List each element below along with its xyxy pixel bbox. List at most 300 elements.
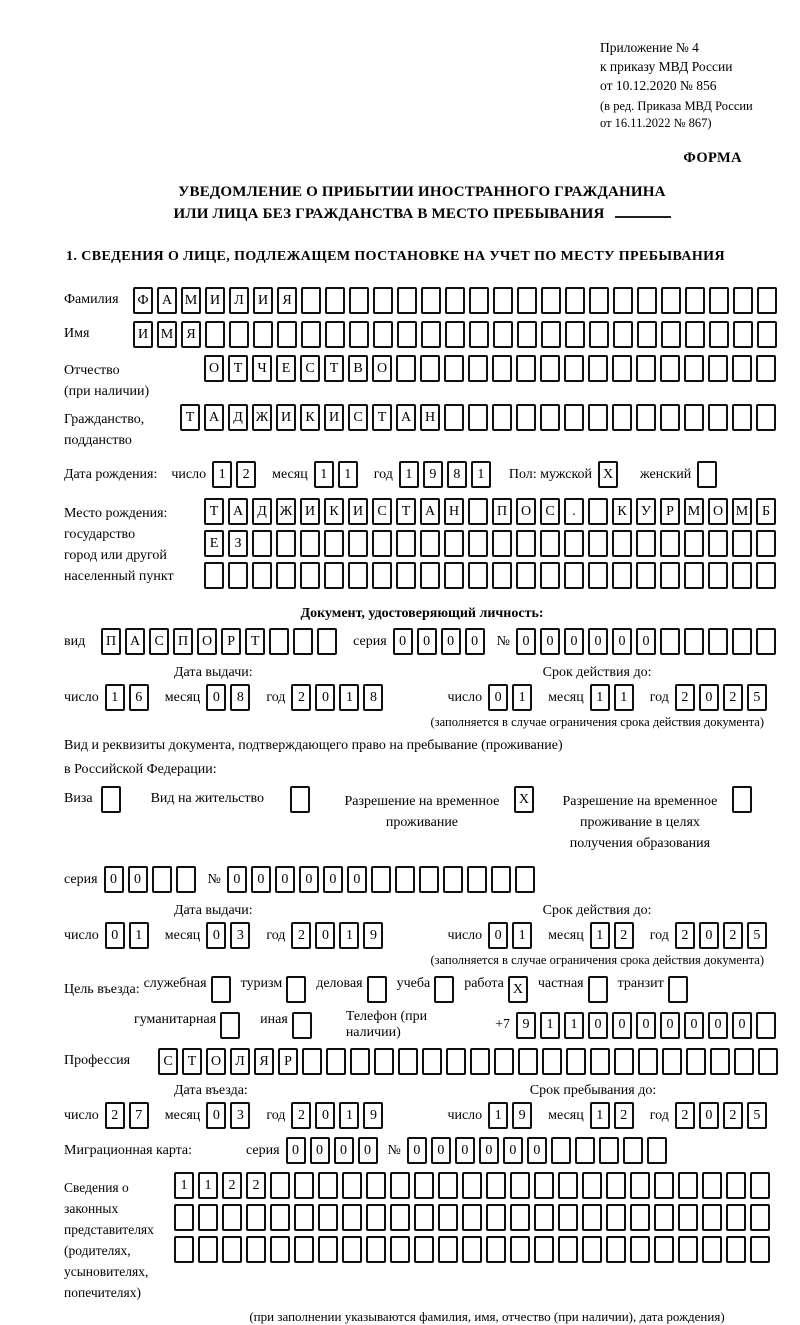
form-cell[interactable] [318,1236,338,1263]
form-cell[interactable] [702,1236,722,1263]
form-cell[interactable] [371,866,391,893]
form-cell[interactable] [678,1236,698,1263]
form-cell-filled[interactable]: М [732,498,752,525]
form-cell-filled[interactable]: Д [252,498,272,525]
form-cell[interactable] [445,321,465,348]
form-cell-filled[interactable]: Р [278,1048,298,1075]
form-cell[interactable] [493,321,513,348]
form-cell[interactable] [685,287,705,314]
form-cell-filled[interactable]: Ф [133,287,153,314]
form-cell-filled[interactable]: Ж [276,498,296,525]
form-cell[interactable] [205,321,225,348]
form-cell[interactable] [276,530,296,557]
form-cell[interactable] [294,1236,314,1263]
form-cell-filled[interactable]: 0 [206,1102,226,1129]
form-cell[interactable] [684,628,704,655]
form-cell[interactable] [222,1204,242,1231]
form-cell-filled[interactable]: 0 [516,628,536,655]
form-cell-filled[interactable]: К [324,498,344,525]
form-cell-filled[interactable]: Т [180,404,200,431]
form-cell[interactable] [470,1048,490,1075]
form-cell-filled[interactable]: 2 [614,922,634,949]
form-cell[interactable] [702,1204,722,1231]
form-cell-filled[interactable]: С [300,355,320,382]
form-cell[interactable] [756,530,776,557]
form-cell-filled[interactable]: Т [182,1048,202,1075]
form-cell-filled[interactable]: Е [276,355,296,382]
form-cell-filled[interactable]: Я [254,1048,274,1075]
form-cell[interactable] [292,1012,312,1039]
form-cell[interactable] [222,1236,242,1263]
form-cell[interactable] [396,355,416,382]
form-cell[interactable] [486,1236,506,1263]
form-cell[interactable] [444,530,464,557]
form-cell[interactable] [758,1048,778,1075]
form-cell-filled[interactable]: 0 [540,628,560,655]
form-cell[interactable] [198,1236,218,1263]
form-cell[interactable] [708,562,728,589]
form-cell[interactable] [734,1048,754,1075]
form-cell[interactable] [660,355,680,382]
form-cell[interactable] [708,404,728,431]
form-cell[interactable] [630,1204,650,1231]
form-cell-filled[interactable]: А [420,498,440,525]
form-cell[interactable] [732,562,752,589]
form-cell[interactable] [710,1048,730,1075]
form-cell[interactable] [270,1204,290,1231]
form-cell-filled[interactable]: И [324,404,344,431]
form-cell[interactable] [534,1172,554,1199]
form-cell[interactable] [606,1172,626,1199]
form-cell[interactable] [515,866,535,893]
form-cell[interactable] [469,287,489,314]
form-cell[interactable] [564,355,584,382]
form-cell[interactable] [589,321,609,348]
form-cell-filled[interactable]: О [197,628,217,655]
form-cell-filled[interactable]: 0 [347,866,367,893]
form-cell[interactable] [211,976,231,1003]
form-cell[interactable] [325,321,345,348]
form-cell[interactable] [558,1172,578,1199]
form-cell[interactable] [228,562,248,589]
form-cell-filled[interactable]: X [508,976,528,1003]
form-cell[interactable] [516,355,536,382]
form-cell[interactable] [491,866,511,893]
form-cell[interactable] [684,562,704,589]
form-cell[interactable] [636,404,656,431]
form-cell[interactable] [486,1204,506,1231]
form-cell[interactable] [599,1137,619,1164]
form-cell[interactable] [660,562,680,589]
form-cell-filled[interactable]: 8 [447,461,467,488]
form-cell-filled[interactable]: Б [756,498,776,525]
form-cell-filled[interactable]: С [149,628,169,655]
form-cell-filled[interactable]: 5 [747,1102,767,1129]
form-cell[interactable] [468,355,488,382]
form-cell-filled[interactable]: 0 [684,1012,704,1039]
form-cell[interactable] [636,530,656,557]
form-cell[interactable] [630,1236,650,1263]
form-cell-filled[interactable]: А [204,404,224,431]
form-cell-filled[interactable]: 0 [286,1137,306,1164]
form-cell-filled[interactable]: М [157,321,177,348]
form-cell[interactable] [726,1204,746,1231]
form-cell-filled[interactable]: 0 [310,1137,330,1164]
form-cell[interactable] [612,562,632,589]
form-cell[interactable] [492,530,512,557]
form-cell-filled[interactable]: 0 [503,1137,523,1164]
form-cell[interactable] [613,321,633,348]
form-cell[interactable] [582,1204,602,1231]
form-cell[interactable] [398,1048,418,1075]
form-cell-filled[interactable]: 0 [251,866,271,893]
form-cell-filled[interactable]: 2 [222,1172,242,1199]
form-cell-filled[interactable]: 1 [339,1102,359,1129]
form-cell-filled[interactable]: 1 [471,461,491,488]
form-cell[interactable] [518,1048,538,1075]
form-cell[interactable] [588,404,608,431]
form-cell-filled[interactable]: 9 [512,1102,532,1129]
form-cell-filled[interactable]: М [181,287,201,314]
form-cell[interactable] [654,1236,674,1263]
form-cell[interactable] [565,287,585,314]
form-cell[interactable] [174,1236,194,1263]
form-cell-filled[interactable]: 1 [512,684,532,711]
form-cell[interactable] [588,355,608,382]
form-cell[interactable] [708,530,728,557]
form-cell-filled[interactable]: 0 [699,922,719,949]
form-cell-filled[interactable]: Л [230,1048,250,1075]
form-cell-filled[interactable]: 0 [104,866,124,893]
form-cell[interactable] [588,562,608,589]
form-cell[interactable] [374,1048,394,1075]
form-cell[interactable] [198,1204,218,1231]
form-cell[interactable] [174,1204,194,1231]
form-cell[interactable] [590,1048,610,1075]
form-cell-filled[interactable]: С [348,404,368,431]
form-cell-filled[interactable]: 9 [363,922,383,949]
form-cell[interactable] [756,628,776,655]
form-cell-filled[interactable]: 6 [129,684,149,711]
form-cell-filled[interactable]: А [228,498,248,525]
form-cell[interactable] [372,562,392,589]
form-cell-filled[interactable]: 0 [612,628,632,655]
form-cell[interactable] [419,866,439,893]
form-cell[interactable] [342,1204,362,1231]
form-cell-filled[interactable]: 0 [636,628,656,655]
form-cell-filled[interactable]: Т [228,355,248,382]
form-cell-filled[interactable]: 1 [540,1012,560,1039]
form-cell-filled[interactable]: 7 [129,1102,149,1129]
form-cell[interactable] [685,321,705,348]
form-cell[interactable] [654,1172,674,1199]
form-cell-filled[interactable]: 0 [708,1012,728,1039]
form-cell-filled[interactable]: 2 [723,1102,743,1129]
form-cell-filled[interactable]: 2 [675,922,695,949]
form-cell[interactable] [516,562,536,589]
form-cell[interactable] [286,976,306,1003]
form-cell[interactable] [660,628,680,655]
form-cell[interactable] [300,530,320,557]
form-cell-filled[interactable]: 2 [236,461,256,488]
form-cell-filled[interactable]: Т [396,498,416,525]
form-cell[interactable] [606,1204,626,1231]
form-cell[interactable] [647,1137,667,1164]
form-cell-filled[interactable]: П [173,628,193,655]
form-cell-filled[interactable]: 0 [315,684,335,711]
form-cell[interactable] [492,404,512,431]
form-cell[interactable] [660,530,680,557]
form-cell[interactable] [397,321,417,348]
form-cell-filled[interactable]: Л [229,287,249,314]
form-cell-filled[interactable]: 0 [636,1012,656,1039]
form-cell-filled[interactable]: 1 [314,461,334,488]
form-cell[interactable] [318,1204,338,1231]
form-cell-filled[interactable]: 1 [129,922,149,949]
form-cell[interactable] [510,1236,530,1263]
form-cell[interactable] [517,287,537,314]
form-cell-filled[interactable]: А [125,628,145,655]
form-cell[interactable] [588,498,608,525]
form-cell[interactable] [575,1137,595,1164]
form-cell[interactable] [414,1172,434,1199]
form-cell-filled[interactable]: А [396,404,416,431]
form-cell-filled[interactable]: З [228,530,248,557]
form-cell[interactable] [668,976,688,1003]
form-cell-filled[interactable]: 0 [275,866,295,893]
form-cell-filled[interactable]: X [514,786,534,813]
form-cell[interactable] [446,1048,466,1075]
form-cell-filled[interactable]: . [564,498,584,525]
form-cell-filled[interactable]: Р [221,628,241,655]
form-cell[interactable] [444,404,464,431]
form-cell[interactable] [492,562,512,589]
form-cell-filled[interactable]: И [276,404,296,431]
form-cell[interactable] [438,1236,458,1263]
form-cell[interactable] [510,1204,530,1231]
form-cell-filled[interactable]: 2 [246,1172,266,1199]
form-cell-filled[interactable]: 0 [564,628,584,655]
form-cell[interactable] [678,1204,698,1231]
form-cell[interactable] [516,530,536,557]
form-cell[interactable] [438,1204,458,1231]
form-cell[interactable] [756,562,776,589]
form-cell[interactable] [152,866,172,893]
form-cell[interactable] [540,404,560,431]
form-cell[interactable] [582,1172,602,1199]
form-cell[interactable] [326,1048,346,1075]
form-cell-filled[interactable]: 1 [339,922,359,949]
form-cell[interactable] [732,786,752,813]
form-cell[interactable] [678,1172,698,1199]
form-cell[interactable] [612,404,632,431]
form-cell-filled[interactable]: 2 [291,684,311,711]
form-cell[interactable] [294,1172,314,1199]
form-cell-filled[interactable]: Р [660,498,680,525]
form-cell[interactable] [395,866,415,893]
form-cell[interactable] [564,562,584,589]
form-cell-filled[interactable]: И [253,287,273,314]
form-cell-filled[interactable]: П [101,628,121,655]
form-cell-filled[interactable]: 2 [723,684,743,711]
form-cell[interactable] [654,1204,674,1231]
form-cell[interactable] [588,530,608,557]
form-cell[interactable] [540,562,560,589]
form-cell[interactable] [623,1137,643,1164]
form-cell[interactable] [613,287,633,314]
form-cell[interactable] [300,562,320,589]
form-cell[interactable] [348,530,368,557]
form-cell-filled[interactable]: 1 [488,1102,508,1129]
form-cell[interactable] [486,1172,506,1199]
form-cell[interactable] [469,321,489,348]
form-cell[interactable] [733,321,753,348]
form-cell-filled[interactable]: 0 [358,1137,378,1164]
form-cell-filled[interactable]: 0 [488,922,508,949]
form-cell-filled[interactable]: О [516,498,536,525]
form-cell[interactable] [726,1172,746,1199]
form-cell[interactable] [438,1172,458,1199]
form-cell[interactable] [612,355,632,382]
form-cell[interactable] [220,1012,240,1039]
form-cell-filled[interactable]: И [300,498,320,525]
form-cell-filled[interactable]: 0 [128,866,148,893]
form-cell-filled[interactable]: 0 [206,684,226,711]
form-cell[interactable] [541,287,561,314]
form-cell-filled[interactable]: 2 [291,922,311,949]
form-cell[interactable] [750,1236,770,1263]
form-cell-filled[interactable]: 1 [174,1172,194,1199]
form-cell-filled[interactable]: 1 [590,684,610,711]
form-cell[interactable] [750,1204,770,1231]
form-cell[interactable] [252,530,272,557]
form-cell-filled[interactable]: 1 [399,461,419,488]
form-cell[interactable] [373,321,393,348]
form-cell-filled[interactable]: 0 [315,1102,335,1129]
form-cell[interactable] [290,786,310,813]
form-cell[interactable] [468,562,488,589]
form-cell[interactable] [733,287,753,314]
form-cell-filled[interactable]: Т [245,628,265,655]
form-cell[interactable] [468,530,488,557]
form-cell-filled[interactable]: О [206,1048,226,1075]
form-cell-filled[interactable]: 0 [612,1012,632,1039]
form-cell[interactable] [684,355,704,382]
form-cell[interactable] [301,321,321,348]
form-cell[interactable] [558,1236,578,1263]
form-cell[interactable] [229,321,249,348]
form-cell[interactable] [349,321,369,348]
form-cell-filled[interactable]: Е [204,530,224,557]
form-cell[interactable] [252,562,272,589]
form-cell-filled[interactable]: 0 [441,628,461,655]
form-cell[interactable] [732,628,752,655]
form-cell[interactable] [708,355,728,382]
form-cell[interactable] [101,786,121,813]
form-cell[interactable] [246,1204,266,1231]
form-cell-filled[interactable]: Ч [252,355,272,382]
form-cell-filled[interactable]: 0 [323,866,343,893]
form-cell-filled[interactable]: Я [277,287,297,314]
form-cell-filled[interactable]: 0 [206,922,226,949]
form-cell[interactable] [421,321,441,348]
form-cell-filled[interactable]: 8 [363,684,383,711]
form-cell[interactable] [534,1236,554,1263]
form-cell[interactable] [756,404,776,431]
form-cell[interactable] [366,1204,386,1231]
form-cell-filled[interactable]: 9 [516,1012,536,1039]
form-cell[interactable] [697,461,717,488]
form-cell-filled[interactable]: 8 [230,684,250,711]
form-cell[interactable] [301,287,321,314]
form-cell[interactable] [421,287,441,314]
form-cell[interactable] [709,321,729,348]
form-cell[interactable] [732,530,752,557]
form-cell[interactable] [443,866,463,893]
form-cell[interactable] [662,1048,682,1075]
form-cell-filled[interactable]: А [157,287,177,314]
form-cell[interactable] [324,562,344,589]
form-cell-filled[interactable]: П [492,498,512,525]
form-cell-filled[interactable]: Т [324,355,344,382]
form-cell[interactable] [348,562,368,589]
form-cell-filled[interactable]: 0 [334,1137,354,1164]
form-cell[interactable] [342,1172,362,1199]
form-cell-filled[interactable]: Н [420,404,440,431]
form-cell-filled[interactable]: 1 [512,922,532,949]
form-cell-filled[interactable]: 1 [339,684,359,711]
form-cell[interactable] [397,287,417,314]
form-cell[interactable] [564,530,584,557]
form-cell[interactable] [390,1204,410,1231]
form-cell-filled[interactable]: 9 [363,1102,383,1129]
form-cell-filled[interactable]: О [204,355,224,382]
form-cell[interactable] [270,1236,290,1263]
form-cell[interactable] [269,628,289,655]
form-cell-filled[interactable]: 5 [747,684,767,711]
form-cell[interactable] [636,355,656,382]
form-cell[interactable] [467,866,487,893]
form-cell-filled[interactable]: 1 [338,461,358,488]
form-cell-filled[interactable]: 0 [227,866,247,893]
form-cell[interactable] [637,321,657,348]
form-cell-filled[interactable]: 1 [212,461,232,488]
form-cell[interactable] [420,530,440,557]
form-cell[interactable] [684,404,704,431]
form-cell[interactable] [612,530,632,557]
form-cell-filled[interactable]: Т [204,498,224,525]
form-cell[interactable] [661,321,681,348]
form-cell[interactable] [325,287,345,314]
form-cell-filled[interactable]: 3 [230,922,250,949]
form-cell-filled[interactable]: 0 [431,1137,451,1164]
form-cell-filled[interactable]: С [540,498,560,525]
form-cell-filled[interactable]: Д [228,404,248,431]
form-cell[interactable] [317,628,337,655]
form-cell[interactable] [434,976,454,1003]
form-cell-filled[interactable]: 0 [417,628,437,655]
form-cell-filled[interactable]: 1 [198,1172,218,1199]
form-cell-filled[interactable]: 0 [465,628,485,655]
form-cell[interactable] [582,1236,602,1263]
form-cell[interactable] [350,1048,370,1075]
form-cell[interactable] [372,530,392,557]
form-cell[interactable] [462,1204,482,1231]
form-cell[interactable] [367,976,387,1003]
form-cell[interactable] [468,404,488,431]
form-cell-filled[interactable]: 0 [315,922,335,949]
form-cell-filled[interactable]: 2 [723,922,743,949]
